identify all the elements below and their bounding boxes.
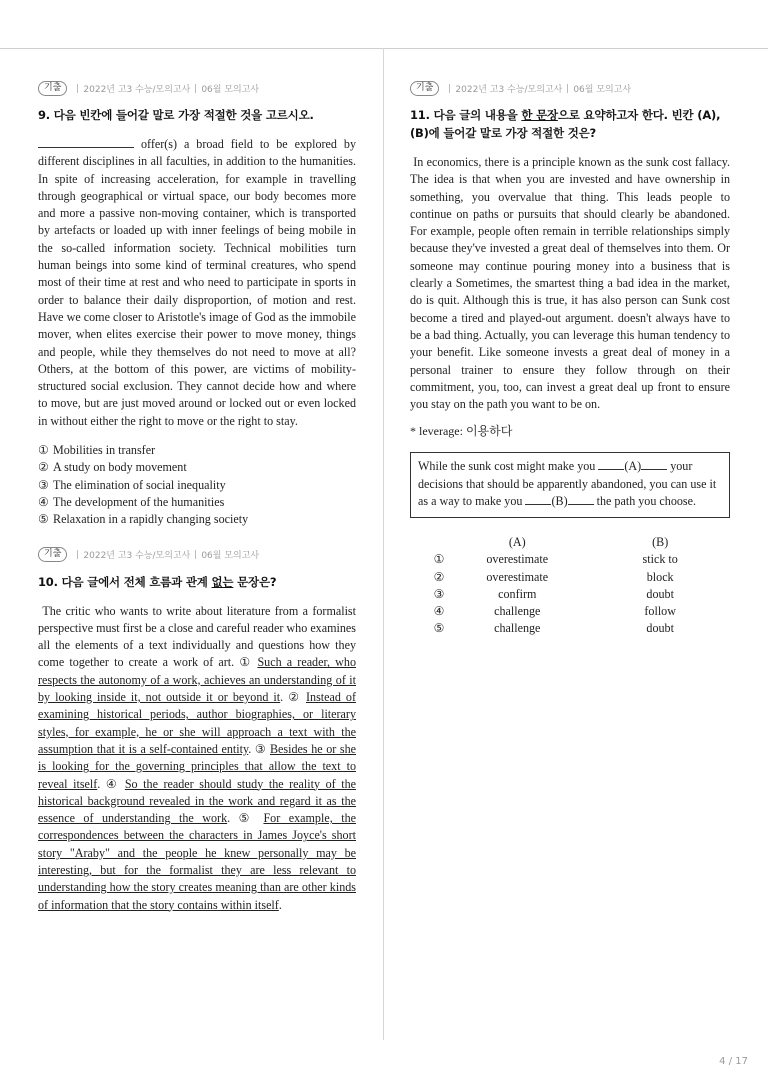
column-a-header: (A)	[508, 534, 526, 549]
question-passage	[410, 154, 730, 413]
option-number: ②	[433, 569, 445, 584]
option-a: overestimate	[486, 569, 549, 584]
answer-table-header	[410, 534, 730, 551]
sentence-number[interactable]: ②	[288, 690, 302, 705]
answer-table	[410, 534, 730, 638]
option-number: ④	[38, 494, 49, 509]
blank-line	[525, 493, 551, 505]
sentence-number[interactable]: ④	[105, 776, 120, 791]
option-number: ①	[433, 552, 445, 567]
numbered-sentence: Such a reader, who respects the autonomy of a work, achieves an understanding of it by looking inside it, not outside it or beyond it	[38, 655, 357, 705]
source-year: 2022년 고3 수능/모의고사	[83, 551, 191, 562]
option-text: A study on body movement	[53, 460, 187, 475]
answer-option[interactable]	[410, 569, 730, 586]
header-rule	[0, 48, 768, 49]
source-separator	[567, 84, 568, 93]
option-a: challenge	[494, 621, 541, 636]
sentence-number[interactable]: ①	[239, 655, 253, 670]
numbered-sentence: Besides he or she is looking for the governing principles that allow the text to reveal itself	[38, 741, 357, 791]
title-text: 으로 요약하고자 한다. 빈칸 (A), (B)에 들어갈 말로 가장 적절한 것은?	[410, 108, 721, 140]
answer-option[interactable]	[410, 586, 730, 603]
answer-option[interactable]	[410, 551, 730, 568]
option-b: stick to	[642, 552, 678, 567]
passage-text: offer(s) a broad field to be explored by different disciplines in all faculties, in addition to the humanities. In spite of increasing acceleration, for example in travelling through geographical or virtual space, our body becomes more and more a passive non-moving container, which is transported by artefacts or loaded up with inner feelings of being mobile in the so-called information society. Technical mobilities turn human beings into some kind of terminal creatures, who spend most of their time at rest and who need to participate in sports in order to balance their daily disproportion, of motion and rest. Have we come closer to Aristotle's image of God as the immobile mover, when elites exercise their power to move money, things and people, while they themselves do not need to move at all? Others, at the bottom of this power, are victims of mobility-structured social exclusion. They cannot decide how and where to move, but are just moved around or locked out or even locked in without either the right to move or the right to stay.	[38, 137, 356, 428]
numbered-sentence: Instead of examining historical periods, author biographies, or literary styles, for example, he or she will approach a text with the assumption that it is a self-contained entity	[38, 690, 357, 756]
blank-line	[641, 458, 667, 470]
past-exam-tag: 기출	[410, 81, 439, 96]
source-separator	[77, 84, 78, 93]
source-separator	[195, 84, 196, 93]
passage-intro: The critic who wants to write about literature from a formalist perspective must first be a close and careful reader who examines all the elements of a text individually and questions how they come together to create a work of art.	[38, 603, 356, 670]
answer-option[interactable]	[38, 511, 356, 528]
past-exam-tag: 기출	[38, 81, 67, 96]
numbered-sentence: So the reader should study the reality of the historical background revealed in the work and regard it as the essence of understanding the work	[38, 776, 357, 826]
source-separator	[195, 550, 196, 559]
left-column	[38, 80, 356, 914]
title-text: 11. 다음 글의 내용을	[410, 108, 522, 122]
question-passage	[38, 136, 356, 430]
option-text: The elimination of social inequality	[53, 477, 226, 492]
question-title	[410, 106, 730, 142]
footnote: * leverage: 이용하다	[410, 424, 513, 439]
title-emphasis: 없는	[211, 574, 234, 589]
option-text: Mobilities in transfer	[53, 443, 156, 458]
past-exam-tag: 기출	[38, 547, 67, 562]
source-year: 2022년 고3 수능/모의고사	[83, 84, 191, 95]
blank-line	[598, 458, 624, 470]
option-text: Relaxation in a rapidly changing society	[53, 512, 249, 527]
question-title	[38, 573, 356, 591]
answer-option[interactable]	[410, 603, 730, 620]
option-b: doubt	[646, 586, 674, 601]
blank-label-b: (B)	[551, 494, 568, 509]
answer-blank	[38, 136, 134, 148]
option-number: ⑤	[433, 621, 445, 636]
source-line	[38, 80, 356, 96]
passage-text: In economics, there is a principle known as the sunk cost fallacy. The idea is that when you are invested and have ownership in something, you overvalue that thing. This leads people to continue on paths or pursuits that should clearly be abandoned. For example, people often remain in terrible relationships simply because they've invested a great deal of themselves into them. Or someone may continue pouring money into a business that is clearly a Sometimes, the smartest thing a bad idea in the market, do is quit. Although this is true, it has also person can Sunk cost become a tired and played-out argument. doesn't always have to be a bad thing. Actually, you can leverage this human tendency to your benefit. Like someone invests a great deal of money in a personal trainer to ensure they follow through on their commitment, you, too, can invest a great deal up front to ensure you stay on the path you want to be on.	[410, 155, 730, 412]
option-a: confirm	[498, 586, 537, 601]
summary-box	[410, 452, 730, 518]
option-number: ③	[433, 586, 445, 601]
column-b-header: (B)	[652, 534, 669, 549]
column-divider	[383, 48, 384, 1040]
numbered-sentence: For example, the correspondences between the characters in James Joyce's short story "Araby" and the people he knew personally may be interesting, but for the formalist they are less relevant to understanding how the story creates meaning than are other kinds of information that the story contains within itself	[38, 811, 356, 912]
option-number: ④	[433, 604, 445, 619]
option-number: ⑤	[38, 512, 49, 527]
question-title: 9. 다음 빈칸에 들어갈 말로 가장 적절한 것을 고르시오.	[38, 108, 314, 122]
title-text: 10. 다음 글에서 전체 흐름과 관계	[38, 574, 212, 589]
answer-options	[38, 442, 356, 528]
sentence-number[interactable]: ③	[254, 741, 267, 756]
option-a: overestimate	[486, 552, 549, 567]
right-column	[410, 80, 730, 638]
source-separator	[77, 550, 78, 559]
title-text: 문장은?	[233, 574, 277, 589]
page-number: 4 / 17	[719, 1056, 748, 1067]
source-exam: 06월 모의고사	[573, 84, 632, 95]
source-exam: 06월 모의고사	[201, 84, 260, 95]
question-10	[38, 547, 356, 914]
source-line	[38, 547, 356, 563]
summary-text: your decisions that should be apparently abandoned, you can use it as a way to make you	[418, 459, 717, 509]
title-emphasis: 한 문장	[521, 108, 558, 122]
question-9	[38, 80, 356, 529]
source-separator	[449, 84, 450, 93]
answer-option[interactable]	[38, 494, 356, 511]
option-number: ③	[38, 477, 49, 492]
answer-option[interactable]	[38, 459, 356, 476]
answer-option[interactable]	[410, 620, 730, 637]
question-11	[410, 80, 730, 638]
blank-line	[568, 493, 594, 505]
option-b: follow	[644, 604, 676, 619]
option-b: block	[646, 569, 674, 584]
option-number: ②	[38, 460, 49, 475]
answer-option[interactable]	[38, 442, 356, 459]
summary-text: While the sunk cost might make you	[418, 459, 599, 474]
option-number: ①	[38, 443, 49, 458]
option-text: The development of the humanities	[53, 494, 225, 509]
option-b: doubt	[646, 621, 674, 636]
sentence-number[interactable]: ⑤	[238, 811, 255, 826]
option-a: challenge	[494, 604, 541, 619]
answer-option[interactable]	[38, 477, 356, 494]
source-exam: 06월 모의고사	[201, 551, 260, 562]
summary-text: the path you choose.	[593, 494, 697, 509]
source-year: 2022년 고3 수능/모의고사	[455, 84, 563, 95]
blank-label-a: (A)	[624, 459, 642, 474]
source-line	[410, 80, 730, 96]
question-passage: The critic who wants to write about literature from a formalist perspective must first be a close and careful reader who examines all the elements of a text individually and questions how they come together to create a work of art. ① Such a reader, who respects the autonomy of a work, achieves an understanding of it by looking inside it, not outside it or beyond it. ② Instead of examining historical periods, author biographies, or literary styles, for example, he or she will approach a text with the assumption that it is a self-contained entity. ③ Besides he or she is looking for the governing principles that allow the text to reveal itself. ④ So the reader should study the reality of the historical background revealed in the work and regard it as the essence of understanding the work. ⑤ For example, the correspondences between the characters in James Joyce's short story "Araby" and the people he knew personally may be interesting, but for the formalist they are less relevant to understanding how the story creates meaning than are other kinds of information that the story contains within itself.	[38, 603, 357, 912]
